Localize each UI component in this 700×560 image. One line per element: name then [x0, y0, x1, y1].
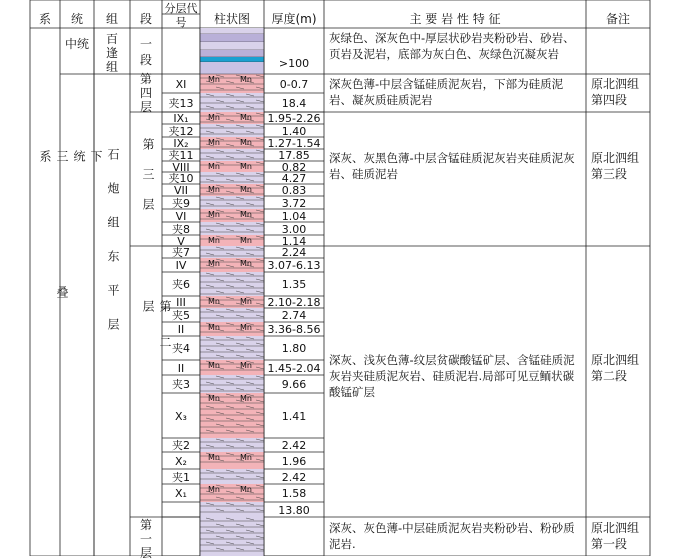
layer-thickness: 1.40	[281, 124, 307, 138]
mn-label: Mn	[240, 162, 252, 171]
layer-code: 夹2	[172, 439, 190, 452]
mn-label: Mn	[208, 394, 220, 403]
cell-zu-shipao: 石炮组东平层	[106, 148, 120, 352]
layer-thickness: 3.00	[281, 222, 307, 236]
mn-label: Mn	[240, 453, 252, 462]
mn-label: Mn	[208, 297, 220, 306]
layer-code: IX₁	[173, 112, 189, 125]
sandstone-fill	[200, 28, 264, 34]
cell-duan2: 第二层	[141, 300, 172, 372]
siliceous-marl-fill	[200, 517, 264, 556]
mn-label: Mn	[208, 361, 220, 370]
layer-thickness: 1.35	[281, 278, 307, 291]
layer-thickness: 1.45-2.04	[267, 361, 321, 375]
layer-code: 夹7	[172, 246, 190, 259]
sandstone-fill	[200, 50, 264, 57]
layer-thickness: 0.83	[281, 184, 307, 197]
layer-code: 夹8	[172, 222, 190, 236]
layer-thickness: 9.66	[281, 378, 307, 391]
mn-label: Mn	[208, 453, 220, 462]
mn-label: Mn	[240, 394, 252, 403]
desc-1: 深灰、灰色薄-中层硅质泥灰岩夹粉砂岩、粉砂质泥岩.	[329, 521, 575, 551]
siliceous-marl-fill	[200, 222, 264, 235]
desc-3: 深灰、灰黑色薄-中层含锰硅质泥灰岩夹硅质泥灰岩、硅质泥岩	[329, 151, 575, 181]
layer-thickness: 2.10-2.18	[267, 296, 321, 309]
layer-thickness: 1.80	[281, 342, 307, 355]
mn-label: Mn	[208, 162, 220, 171]
mn-label: Mn	[208, 75, 220, 84]
layer-thickness: 1.58	[281, 487, 307, 500]
thick-top: >100	[278, 57, 310, 70]
desc-4: 深灰色薄-中层含锰硅质泥灰岩，下部为硅质泥岩、凝灰质硅质泥岩	[329, 77, 564, 107]
layer-thickness: 1.27-1.54	[267, 137, 321, 150]
layer-code: III	[176, 296, 186, 309]
header-tong: 统	[70, 12, 83, 26]
mn-label: Mn	[240, 259, 252, 268]
layer-thickness: 0.82	[281, 160, 307, 174]
layer-thickness: 4.27	[281, 172, 307, 185]
layer-code: IX₂	[173, 137, 189, 150]
layer-code: X₁	[175, 487, 187, 500]
header-beizhu: 备注	[605, 12, 630, 26]
siliceous-marl-fill	[200, 438, 264, 452]
layer-thickness: 18.4	[281, 96, 307, 110]
layer-code: VIII	[172, 160, 190, 174]
note-3: 原北泗组第三段	[591, 151, 640, 181]
mn-label: Mn	[208, 259, 220, 268]
mn-label: Mn	[208, 113, 220, 122]
layer-thickness: 3.36-8.56	[267, 323, 321, 336]
layer-thickness: 2.74	[281, 309, 307, 322]
layer-code: II	[177, 361, 185, 375]
sandstone-fill	[200, 42, 264, 50]
cell-xi: 三 叠 系	[38, 150, 69, 358]
mn-label: Mn	[240, 323, 252, 332]
layer-code: 夹11	[168, 149, 194, 162]
layer-code: VI	[175, 209, 187, 223]
layer-code: 夹1	[172, 470, 190, 484]
mn-label: Mn	[240, 236, 252, 245]
layer-thickness: 1.95-2.26	[267, 112, 321, 125]
header-fencheng: 分层代号	[164, 2, 198, 29]
layer-code: II	[177, 323, 185, 336]
mn-label: Mn	[240, 210, 252, 219]
mn-label: Mn	[208, 138, 220, 147]
layer-thickness: 1.41	[281, 409, 307, 423]
layer-code: 夹5	[172, 309, 190, 322]
header-houdu: 厚度(m)	[271, 12, 317, 26]
sandstone-fill	[200, 34, 264, 42]
layer-code: 夹13	[168, 96, 194, 110]
sandstone-fill	[200, 62, 264, 74]
layer-code: X₂	[175, 454, 187, 468]
layer-code: 夹3	[172, 378, 190, 391]
header-zu: 组	[105, 12, 118, 26]
layer-code: IV	[175, 259, 187, 272]
desc-2: 深灰、浅灰色薄-纹层贫碳酸锰矿层、含锰硅质泥灰岩夹硅质泥灰岩、硅质泥岩.局部可见豆鲕状碳酸锰矿层	[329, 353, 575, 399]
siliceous-marl-fill	[200, 336, 264, 360]
siliceous-marl-fill	[200, 196, 264, 209]
layer-code: 夹10	[168, 172, 194, 185]
layer-thickness: 3.72	[281, 196, 307, 210]
mn-label: Mn	[240, 75, 252, 84]
layer-code: 夹9	[172, 196, 190, 210]
header-duan: 段	[139, 12, 152, 26]
mn-label: Mn	[240, 297, 252, 306]
siliceous-marl-fill	[200, 124, 264, 137]
cell-duan-top: 一段	[139, 37, 152, 67]
sandstone-fill	[200, 57, 264, 62]
note-1: 原北泗组第一段	[591, 521, 640, 551]
layer-thickness: 1.04	[281, 209, 307, 223]
layer-code: XI	[175, 77, 187, 91]
layer-code: V	[177, 234, 185, 248]
cell-duan4: 第四层	[139, 72, 152, 114]
mn-label: Mn	[240, 138, 252, 147]
layer-thickness: 1.14	[281, 234, 307, 248]
layer-thickness: 13.80	[278, 503, 310, 517]
mn-label: Mn	[208, 323, 220, 332]
mn-label: Mn	[208, 236, 220, 245]
note-2: 原北泗组第二段	[591, 353, 640, 383]
siliceous-marl-fill	[200, 272, 264, 296]
layer-thickness: 3.07-6.13	[267, 259, 321, 272]
header-xi: 系	[38, 12, 51, 26]
cell-duan3: 第三层	[141, 138, 155, 228]
layer-thickness: 1.96	[281, 454, 307, 468]
mn-label: Mn	[208, 210, 220, 219]
note-4: 原北泗组第四段	[591, 77, 640, 107]
layer-code: VII	[173, 184, 189, 197]
mn-label: Mn	[240, 185, 252, 194]
cell-tong-low: 下 统	[72, 150, 103, 242]
mn-label: Mn	[208, 485, 220, 494]
mn-label: Mn	[208, 185, 220, 194]
siliceous-marl-fill	[200, 375, 264, 393]
mn-label: Mn	[240, 485, 252, 494]
layer-code: 夹12	[168, 124, 194, 138]
layer-code: X₃	[175, 409, 187, 423]
layer-thickness: 2.42	[281, 470, 307, 484]
mn-label: Mn	[240, 361, 252, 370]
layer-thickness: 17.85	[278, 149, 310, 162]
mn-label: Mn	[240, 113, 252, 122]
layer-code: 夹6	[172, 278, 190, 291]
cell-zu-baipeng: 百逢组	[105, 32, 118, 74]
header-yanxing: 主 要 岩 性 特 征	[409, 12, 501, 26]
layer-thickness: 2.24	[281, 246, 307, 259]
desc-top: 灰绿色、深灰色中-厚层状砂岩夹粉砂岩、砂岩、页岩及泥岩，底部为灰白色、灰绿色沉凝灰岩	[329, 31, 575, 61]
layer-code: 夹4	[172, 342, 190, 355]
cell-tong-mid: 中统	[65, 37, 90, 51]
layer-thickness: 0-0.7	[279, 77, 309, 91]
layer-thickness: 2.42	[281, 439, 307, 452]
cell-duan1: 第一层	[139, 518, 152, 560]
header-zhuzhuang: 柱状图	[213, 12, 250, 26]
